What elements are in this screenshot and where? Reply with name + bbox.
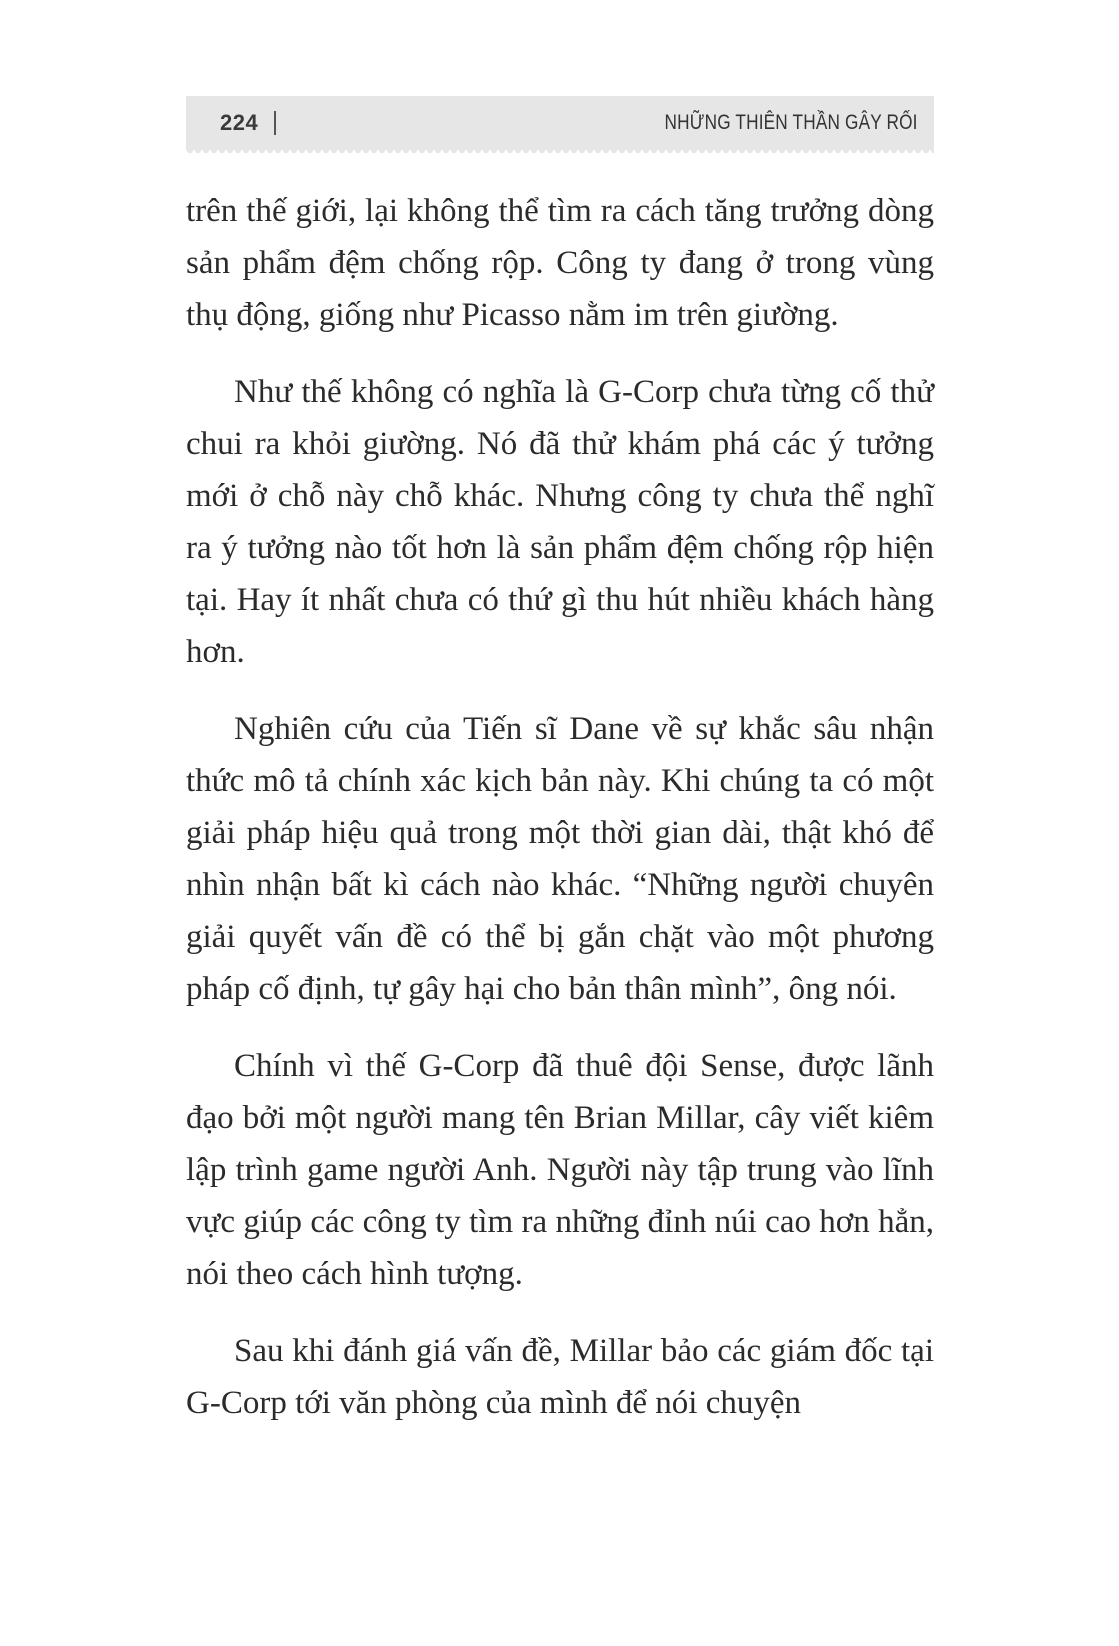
paragraph: Nghiên cứu của Tiến sĩ Dane về sự khắc sâu nhận thức mô tả chính xác kịch bản này. Khi chúng ta có một giải pháp hiệu quả trong một thời gian dài, thật khó để nhìn nhận bất kì cách nào khác. “Những người chuyên giải quyết vấn đề có thể bị gắn chặt vào một phương pháp cố định, tự gây hại cho bản thân mình”, ông nói.: [186, 711, 934, 1007]
paragraph: Chính vì thế G-Corp đã thuê đội Sense, được lãnh đạo bởi một người mang tên Brian Millar, cây viết kiêm lập trình game người Anh. Người này tập trung vào lĩnh vực giúp các công ty tìm ra những đỉnh núi cao hơn hẳn, nói theo cách hình tượng.: [186, 1048, 934, 1292]
running-title: NHỮNG THIÊN THẦN GÂY RỐI: [664, 111, 918, 134]
page-number: 224: [220, 110, 259, 135]
header-left: [220, 110, 276, 136]
page-header: [186, 96, 934, 150]
body-text: [186, 185, 934, 1454]
paragraph-continued: trên thế giới, lại không thể tìm ra cách tăng trưởng dòng sản phẩm đệm chống rộp. Công ty đang ở trong vùng thụ động, giống như Picasso nằm im trên giường.: [186, 193, 934, 333]
paragraph-truncated: Sau khi đánh giá vấn đề, Millar bảo các giám đốc tại G-Corp tới văn phòng của mình để nói chuyện: [186, 1333, 934, 1421]
header-divider: [274, 111, 276, 135]
paragraph: Như thế không có nghĩa là G-Corp chưa từng cố thử chui ra khỏi giường. Nó đã thử khám phá các ý tưởng mới ở chỗ này chỗ khác. Nhưng công ty chưa thể nghĩ ra ý tưởng nào tốt hơn là sản phẩm đệm chống rộp hiện tại. Hay ít nhất chưa có thứ gì thu hút nhiều khách hàng hơn.: [186, 374, 934, 670]
